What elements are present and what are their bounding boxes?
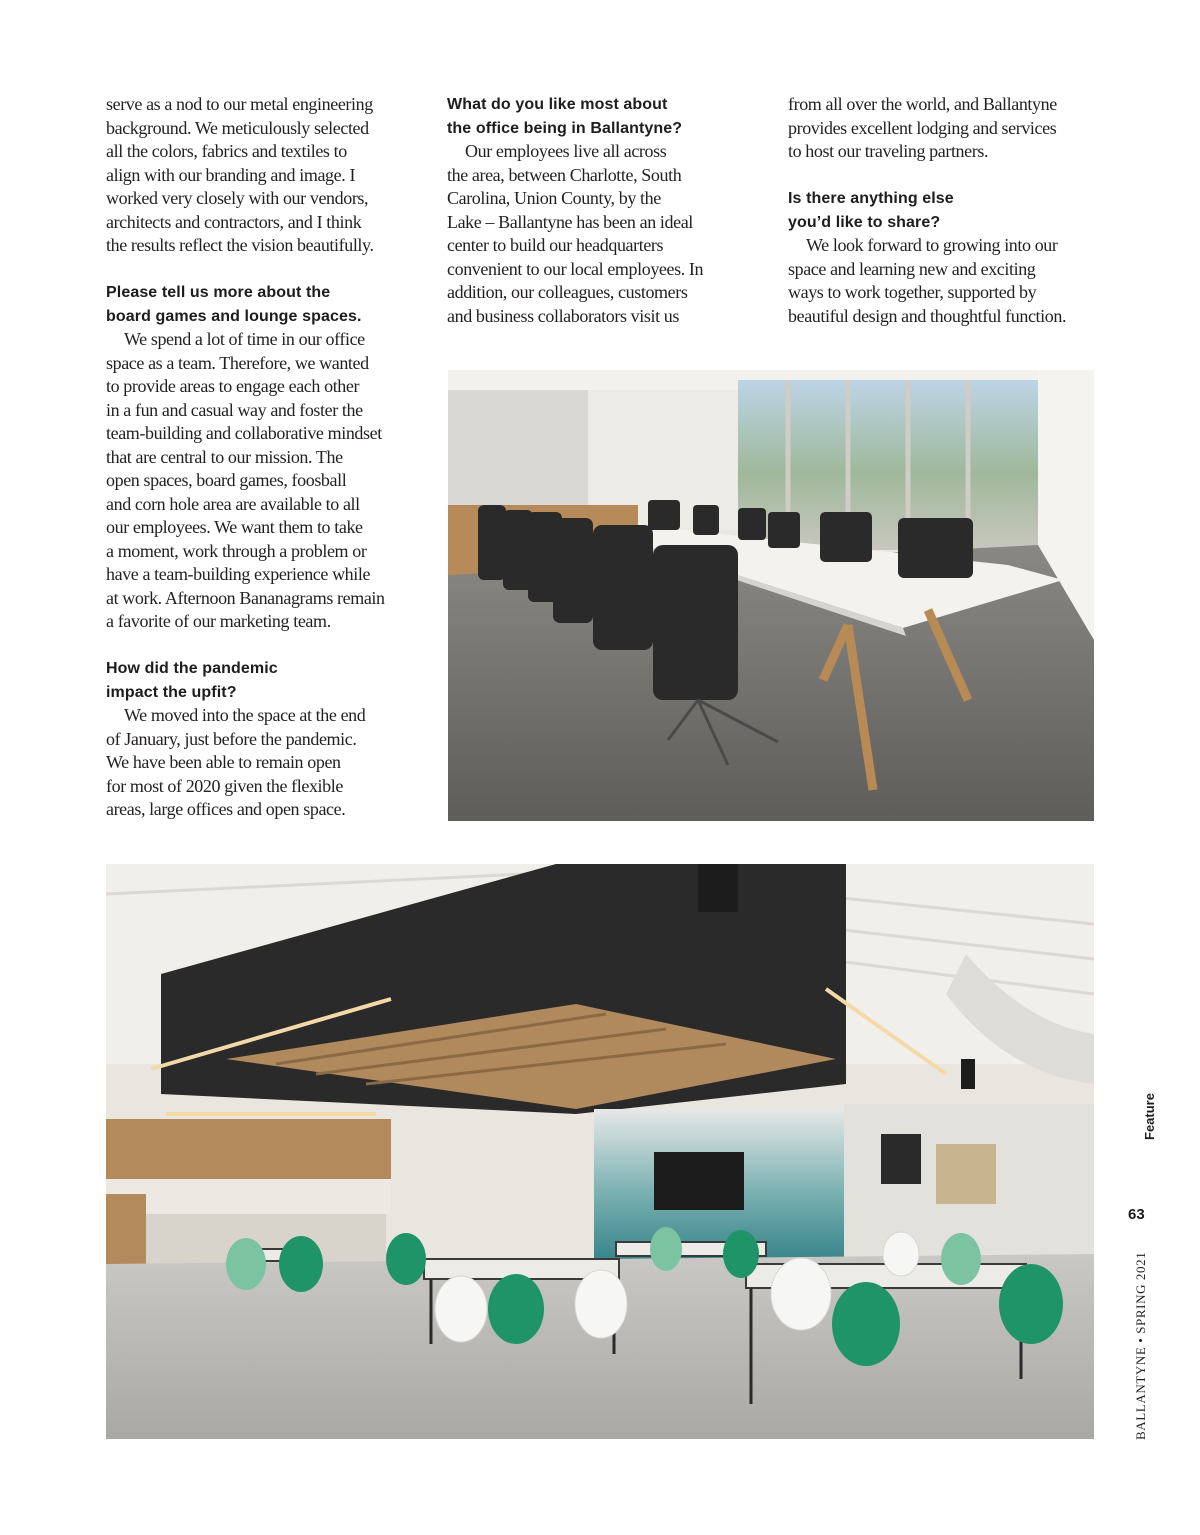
text-line: areas, large offices and open space. xyxy=(106,799,346,819)
text-line: impact the upfit? xyxy=(106,683,237,701)
text-line: space as a team. Therefore, we wanted xyxy=(106,352,369,373)
text-line: center to build our headquarters xyxy=(447,235,664,255)
text-line: and business collaborators visit us xyxy=(447,305,679,326)
paragraph xyxy=(106,328,406,634)
running-head: BALLANTYNE • SPRING 2021 xyxy=(1133,1251,1148,1440)
text-line: space and learning new and exciting xyxy=(788,258,1036,279)
text-line: Lake – Ballantyne has been an ideal xyxy=(447,211,693,232)
text-line: We spend a lot of time in our office xyxy=(124,329,365,349)
page-number: 63 xyxy=(1128,1206,1145,1223)
text-column-1 xyxy=(106,93,406,822)
text-line: our employees. We want them to take xyxy=(106,517,363,537)
text-line: open spaces, board games, foosball xyxy=(106,470,347,490)
text-line: Our employees live all across xyxy=(465,141,667,161)
text-line: We look forward to growing into our xyxy=(806,235,1058,255)
text-line: all the colors, fabrics and textiles to xyxy=(106,141,347,161)
conference-room-photo xyxy=(448,370,1094,821)
text-line: that are central to our mission. The xyxy=(106,446,343,467)
text-line: serve as a nod to our metal engineering xyxy=(106,94,373,114)
text-line: to provide areas to engage each other xyxy=(106,376,360,396)
text-line: and corn hole area are available to all xyxy=(106,493,360,514)
section-label: Feature xyxy=(1142,1093,1157,1140)
paragraph xyxy=(106,704,406,822)
text-line: in a fun and casual way and foster the xyxy=(106,399,363,420)
text-column-3 xyxy=(788,93,1098,328)
text-line: Please tell us more about the xyxy=(106,284,331,301)
text-line: at work. Afternoon Bananagrams remain xyxy=(106,587,385,608)
question-heading xyxy=(106,657,406,704)
text-line: We moved into the space at the end xyxy=(124,705,366,725)
text-line: a favorite of our marketing team. xyxy=(106,611,331,631)
question-heading xyxy=(788,187,1098,234)
text-line: How did the pandemic xyxy=(106,660,278,677)
text-line: of January, just before the pandemic. xyxy=(106,728,357,749)
text-line: align with our branding and image. I xyxy=(106,164,356,185)
text-line: a moment, work through a problem or xyxy=(106,540,367,561)
text-line: ways to work together, supported by xyxy=(788,282,1037,302)
text-line: team-building and collaborative mindset xyxy=(106,423,382,443)
text-line: background. We meticulously selected xyxy=(106,117,369,138)
lounge-cafe-photo xyxy=(106,864,1094,1439)
question-heading xyxy=(106,281,406,328)
text-line: the results reflect the vision beautifully. xyxy=(106,235,374,255)
text-line: architects and contractors, and I think xyxy=(106,211,362,232)
text-line: convenient to our local employees. In xyxy=(447,258,704,279)
text-line: the area, between Charlotte, South xyxy=(447,164,682,185)
text-line: from all over the world, and Ballantyne xyxy=(788,94,1057,114)
text-line: We have been able to remain open xyxy=(106,752,341,772)
text-line: What do you like most about xyxy=(447,96,668,113)
text-line: beautiful design and thoughtful function. xyxy=(788,305,1067,326)
paragraph xyxy=(106,93,406,258)
text-line: have a team-building experience while xyxy=(106,564,371,584)
text-line: for most of 2020 given the flexible xyxy=(106,775,343,796)
text-line: addition, our colleagues, customers xyxy=(447,282,688,302)
text-line: provides excellent lodging and services xyxy=(788,117,1057,138)
text-line: worked very closely with our vendors, xyxy=(106,188,369,208)
paragraph xyxy=(788,93,1098,164)
text-line: Is there anything else xyxy=(788,190,954,207)
question-heading xyxy=(447,93,737,140)
text-column-2 xyxy=(447,93,737,328)
text-line: you’d like to share? xyxy=(788,213,941,231)
text-line: Carolina, Union County, by the xyxy=(447,188,661,208)
text-line: board games and lounge spaces. xyxy=(106,307,362,325)
text-line: the office being in Ballantyne? xyxy=(447,119,683,137)
paragraph xyxy=(788,234,1098,328)
text-line: to host our traveling partners. xyxy=(788,141,989,161)
paragraph xyxy=(447,140,737,328)
